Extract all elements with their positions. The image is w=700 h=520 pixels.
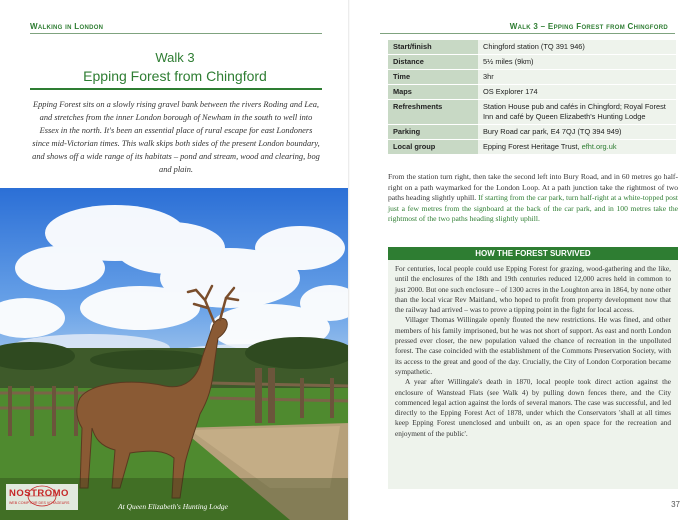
info-key: Maps bbox=[388, 85, 478, 100]
info-row bbox=[388, 85, 676, 100]
info-row bbox=[388, 70, 676, 85]
header-rule bbox=[30, 33, 322, 34]
info-row bbox=[388, 140, 676, 155]
local-group-link[interactable]: efht.org.uk bbox=[581, 142, 617, 151]
photo-caption: At Queen Elizabeth's Hunting Lodge bbox=[118, 502, 228, 511]
info-value: Station House pub and cafés in Chingford; Royal Forest Inn and café by Queen Elizabeth's Hunting Lodge bbox=[478, 100, 676, 125]
local-group-text: Epping Forest Heritage Trust, bbox=[483, 142, 582, 151]
info-value bbox=[478, 140, 676, 155]
info-row bbox=[388, 125, 676, 140]
intro-text: Epping Forest sits on a slowly rising gravel bank between the rivers Roding and Lea, and stretches from the inner London borough of Newham in the south to well into Essex in the north. It's been an essential place of rural escape for east Londoners since mid-Victorian times. This walk skips both sides of the present London boundary, and shows off a wide range of its habitats – pond and stream, wood and clearing, bog and plain. bbox=[32, 100, 320, 174]
info-value: OS Explorer 174 bbox=[478, 85, 676, 100]
info-key: Start/finish bbox=[388, 40, 478, 55]
title-rule bbox=[30, 88, 322, 90]
history-box bbox=[388, 247, 678, 489]
info-value: Chingford station (TQ 391 946) bbox=[478, 40, 676, 55]
info-row bbox=[388, 100, 676, 125]
logo-tagline: WEB COMPTOIR DES VOYAGEURS bbox=[9, 501, 70, 505]
info-value: 3hr bbox=[478, 70, 676, 85]
header-rule bbox=[380, 33, 675, 34]
box-paragraph: A year after Willingale's death in 1870, local people took direct action against the enclosure of Wanstead Flats (see Walk 4) by pulling down fences there, and the City commenced legal action against the lords of several manors. The case was successful, and led directly to the Epping Forest Act of 1878, under which the Conservators 'shall at all times keep Epping Forest unenclosed and unbuilt on, as an open space for the recreation and enjoyment of the public'. bbox=[395, 377, 671, 438]
info-key: Refreshments bbox=[388, 100, 478, 125]
box-body bbox=[395, 264, 671, 439]
right-page bbox=[350, 0, 700, 520]
publisher-logo bbox=[6, 484, 78, 510]
info-row bbox=[388, 40, 676, 55]
walk-info-table bbox=[388, 40, 676, 155]
info-key: Parking bbox=[388, 125, 478, 140]
walk-title: Epping Forest from Chingford bbox=[83, 68, 267, 84]
running-head-left: Walking in London bbox=[30, 22, 104, 31]
deer-sculpture-photo bbox=[0, 188, 350, 520]
directions-main: From the station turn right, then take the second left into Bury Road, and in 60 metres go half-right on a path waymarked for the London Loop. At a path junction take the rightmost of two paths heading slightly uphill. bbox=[388, 172, 678, 203]
box-paragraph: Villager Thomas Willingale openly flouted the new restrictions. He was fined, and other members of his family imprisoned, but he was not short of support. As east and north London pressed ever closer, the new population valued the chance of recreation in the unpolluted forest. The case coincided with the establishment of the Commons Preservation Society, with its access to the great and good of the day. Crucially, the City of London Corporation became sympathetic. bbox=[395, 315, 671, 376]
page-number: 37 bbox=[671, 500, 680, 509]
directions-alternative: If starting from the car park, turn half-right at a white-topped post just a few metres from the signboard at the back of the car park, and in 100 metres take the rightmost of the two paths heading slightly uphill. bbox=[388, 193, 678, 224]
walk-number: Walk 3 bbox=[155, 50, 195, 65]
info-value: Bury Road car park, E4 7QJ (TQ 394 949) bbox=[478, 125, 676, 140]
info-key: Time bbox=[388, 70, 478, 85]
info-row bbox=[388, 55, 676, 70]
running-head-right: Walk 3 – Epping Forest from Chingford bbox=[509, 22, 668, 31]
logo-name: NOSTROMO bbox=[9, 488, 69, 499]
info-key: Local group bbox=[388, 140, 478, 155]
info-value: 5½ miles (9km) bbox=[478, 55, 676, 70]
directions-text bbox=[388, 172, 678, 225]
box-paragraph: For centuries, local people could use Epping Forest for grazing, wood-gathering and the like, until the enclosures of the 18th and 19th centuries reduced 12,000 acres held in common to just 2000. But one such enclosure – of 1300 acres in the Loughton area in 1864, by none other than the local vicar Rev Maitland, who hoped to profit from property development now that the railway had arrived – was to prove a tipping point in the fight for local access. bbox=[395, 264, 671, 315]
box-title: HOW THE FOREST SURVIVED bbox=[388, 247, 678, 260]
info-key: Distance bbox=[388, 55, 478, 70]
